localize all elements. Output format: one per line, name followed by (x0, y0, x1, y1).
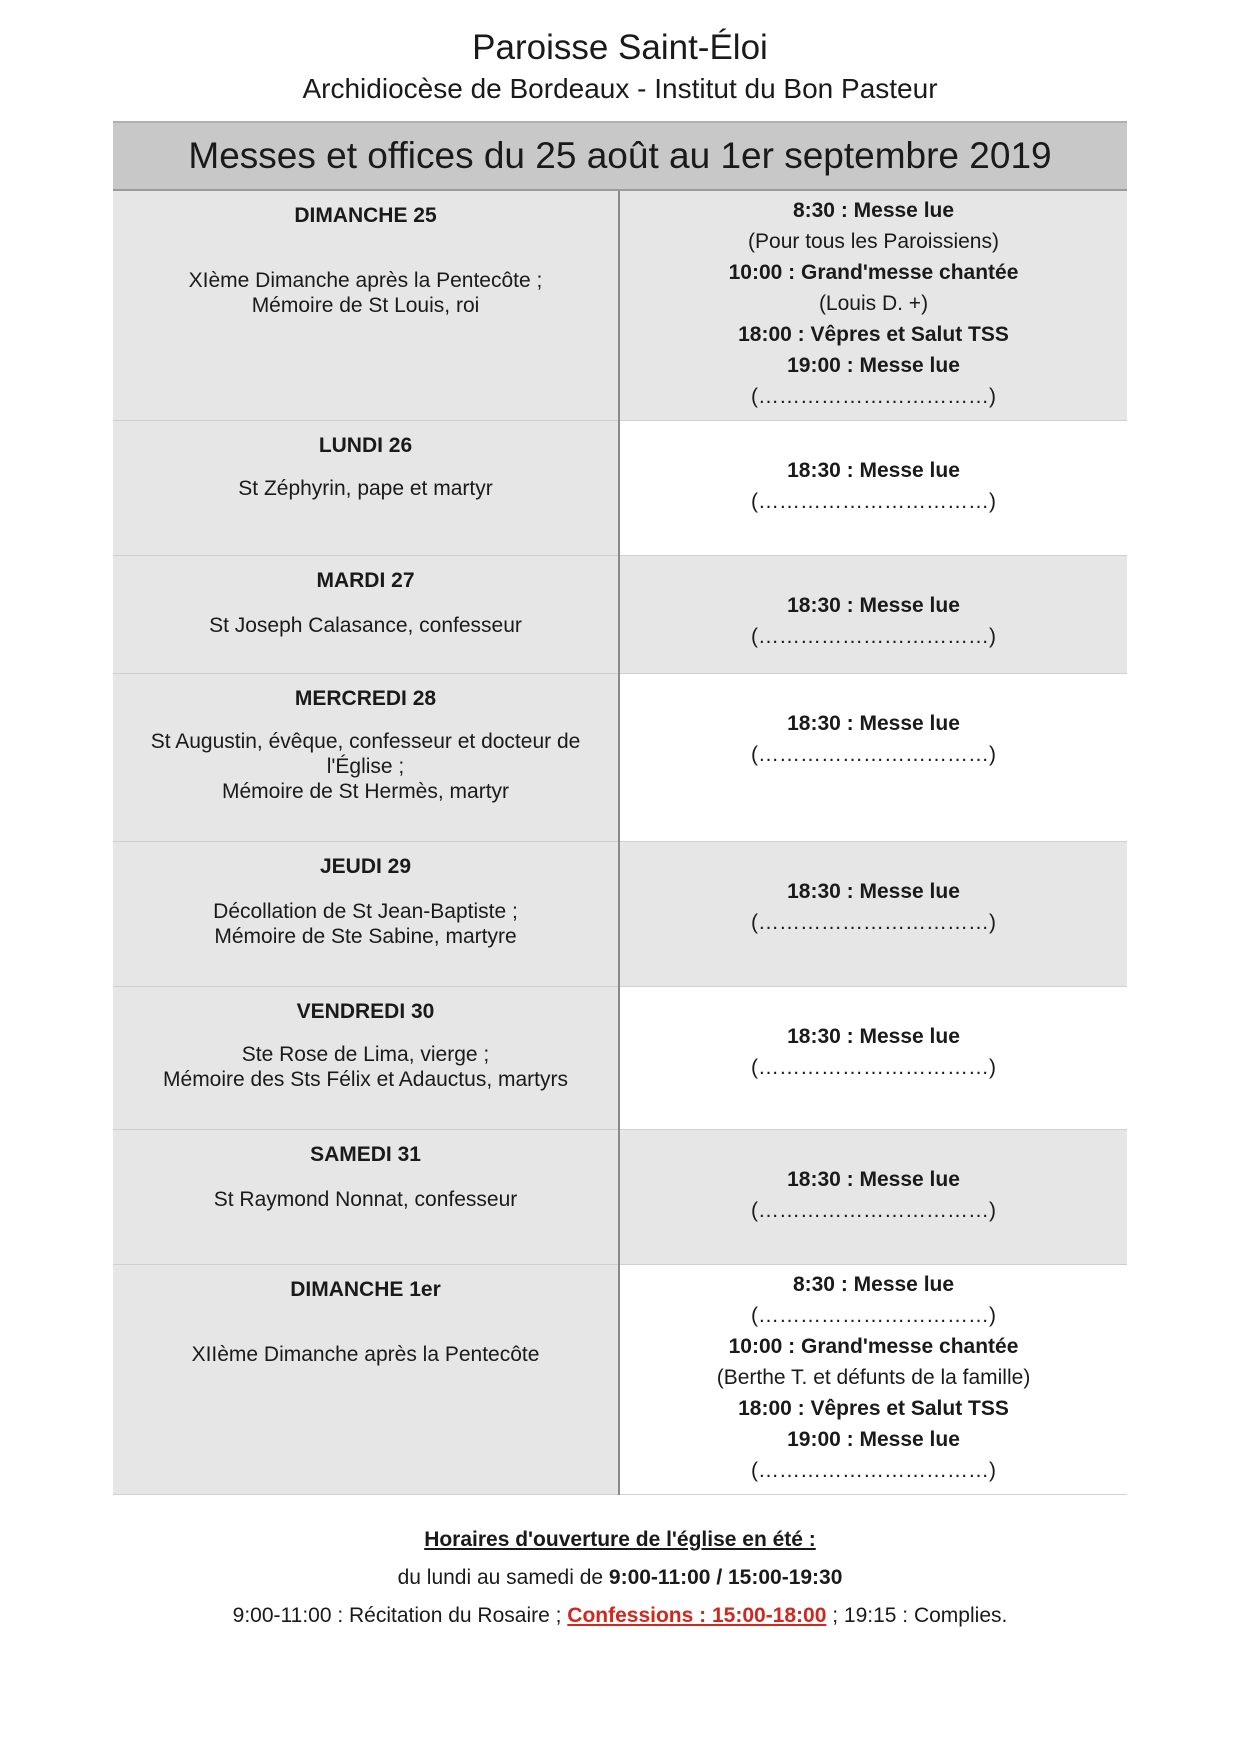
office-intention: (……………………………) (751, 385, 996, 408)
feast-line: XIème Dimanche après la Pentecôte ; (188, 269, 543, 292)
office-time: 18:30 : Messe lue (787, 1167, 960, 1191)
day-row (113, 555, 1127, 673)
day-name: JEUDI 29 (319, 854, 412, 878)
office-intention: (……………………………) (751, 1458, 996, 1482)
compline-text: ; 19:15 : Complies. (826, 1604, 1008, 1627)
office-time: 8:30 : Messe lue (792, 1272, 955, 1296)
schedule-table (113, 121, 1127, 1495)
office-intention: (Louis D. +) (818, 292, 929, 315)
day-cell (113, 986, 619, 1129)
rosary-text: 9:00-11:00 : Récitation du Rosaire ; (232, 1604, 568, 1627)
office-time: 18:30 : Messe lue (787, 1024, 960, 1048)
offices-cell (619, 555, 1127, 673)
day-row (113, 841, 1127, 986)
office-intention: (Pour tous les Paroissiens) (748, 230, 999, 253)
feast-line: St Zéphyrin, pape et martyr (238, 476, 493, 500)
feast-description (113, 268, 618, 318)
day-row (113, 1129, 1127, 1264)
day-row (113, 673, 1127, 841)
office-time: 18:30 : Messe lue (787, 879, 960, 903)
day-cell (113, 673, 619, 841)
day-name: LUNDI 26 (318, 433, 413, 457)
confessions-link[interactable]: Confessions : 15:00-18:00 (567, 1604, 827, 1627)
feast-description (113, 729, 618, 804)
office-time: 18:00 : Vêpres et Salut TSS (738, 1396, 1009, 1420)
day-row (113, 420, 1127, 555)
feast-line: Ste Rose de Lima, vierge ; (241, 1042, 490, 1066)
feast-description (113, 613, 618, 638)
office-intention: (……………………………) (751, 1055, 996, 1079)
day-cell (113, 841, 619, 986)
daily-activities (0, 1604, 1240, 1628)
opening-hours (0, 1566, 1240, 1590)
feast-description (113, 1187, 618, 1212)
opening-hours-prefix: du lundi au samedi de (397, 1566, 609, 1589)
parish-name: Paroisse Saint-Éloi (472, 28, 768, 67)
office-time: 10:00 : Grand'messe chantée (728, 261, 1019, 284)
office-time: 18:00 : Vêpres et Salut TSS (738, 323, 1009, 346)
opening-hours-value: 9:00-11:00 / 15:00-19:30 (608, 1566, 843, 1589)
office-intention: (……………………………) (751, 1198, 996, 1222)
feast-description (113, 899, 618, 949)
day-name: VENDREDI 30 (296, 999, 435, 1023)
office-intention: (……………………………) (751, 489, 996, 513)
offices-cell (619, 673, 1127, 841)
diocese-name: Archidiocèse de Bordeaux - Institut du Bon Pasteur (302, 73, 938, 104)
office-time: 19:00 : Messe lue (787, 354, 960, 377)
day-name: SAMEDI 31 (310, 1142, 421, 1166)
day-cell (113, 420, 619, 555)
office-time: 8:30 : Messe lue (792, 199, 955, 222)
offices-cell (619, 841, 1127, 986)
day-name: MARDI 27 (316, 568, 415, 592)
day-row (113, 986, 1127, 1129)
feast-line: St Joseph Calasance, confesseur (209, 613, 522, 637)
schedule-title: Messes et offices du 25 août au 1er septembre 2019 (113, 122, 1127, 190)
offices-cell (619, 420, 1127, 555)
offices-cell (619, 1129, 1127, 1264)
day-cell (113, 1264, 619, 1494)
offices-cell (619, 986, 1127, 1129)
office-intention: (……………………………) (751, 624, 996, 648)
office-intention: (……………………………) (751, 910, 996, 934)
day-cell (113, 555, 619, 673)
office-intention: (……………………………) (751, 742, 996, 766)
feast-line: Mémoire de St Louis, roi (251, 294, 480, 317)
office-time: 19:00 : Messe lue (787, 1427, 960, 1451)
feast-description (113, 1342, 618, 1367)
feast-line: Mémoire des Sts Félix et Adauctus, martyrs (163, 1067, 568, 1091)
office-intention: (……………………………) (751, 1303, 996, 1327)
day-row (113, 1264, 1127, 1494)
office-time: 18:30 : Messe lue (787, 711, 960, 735)
office-time: 10:00 : Grand'messe chantée (728, 1334, 1019, 1358)
office-time: 18:30 : Messe lue (787, 593, 960, 617)
day-row (113, 190, 1127, 420)
day-name: DIMANCHE 1er (290, 1277, 441, 1301)
feast-line: XIIème Dimanche après la Pentecôte (191, 1342, 540, 1366)
office-intention: (Berthe T. et défunts de la famille) (716, 1365, 1031, 1389)
feast-line: Décollation de St Jean-Baptiste ; (213, 899, 518, 923)
offices-cell (619, 1264, 1127, 1494)
feast-description (113, 1042, 618, 1092)
feast-line: St Raymond Nonnat, confesseur (213, 1187, 518, 1211)
day-name: DIMANCHE 25 (294, 204, 437, 227)
day-name: MERCREDI 28 (294, 686, 437, 710)
feast-line: Mémoire de Ste Sabine, martyre (214, 924, 517, 948)
feast-line: St Augustin, évêque, confesseur et docteur de l'Église ; (150, 729, 581, 778)
day-cell (113, 1129, 619, 1264)
feast-description (113, 476, 618, 501)
day-cell (113, 190, 619, 420)
opening-hours-title: Horaires d'ouverture de l'église en été : (424, 1528, 816, 1551)
offices-cell (619, 190, 1127, 420)
feast-line: Mémoire de St Hermès, martyr (221, 779, 510, 803)
office-time: 18:30 : Messe lue (787, 458, 960, 482)
